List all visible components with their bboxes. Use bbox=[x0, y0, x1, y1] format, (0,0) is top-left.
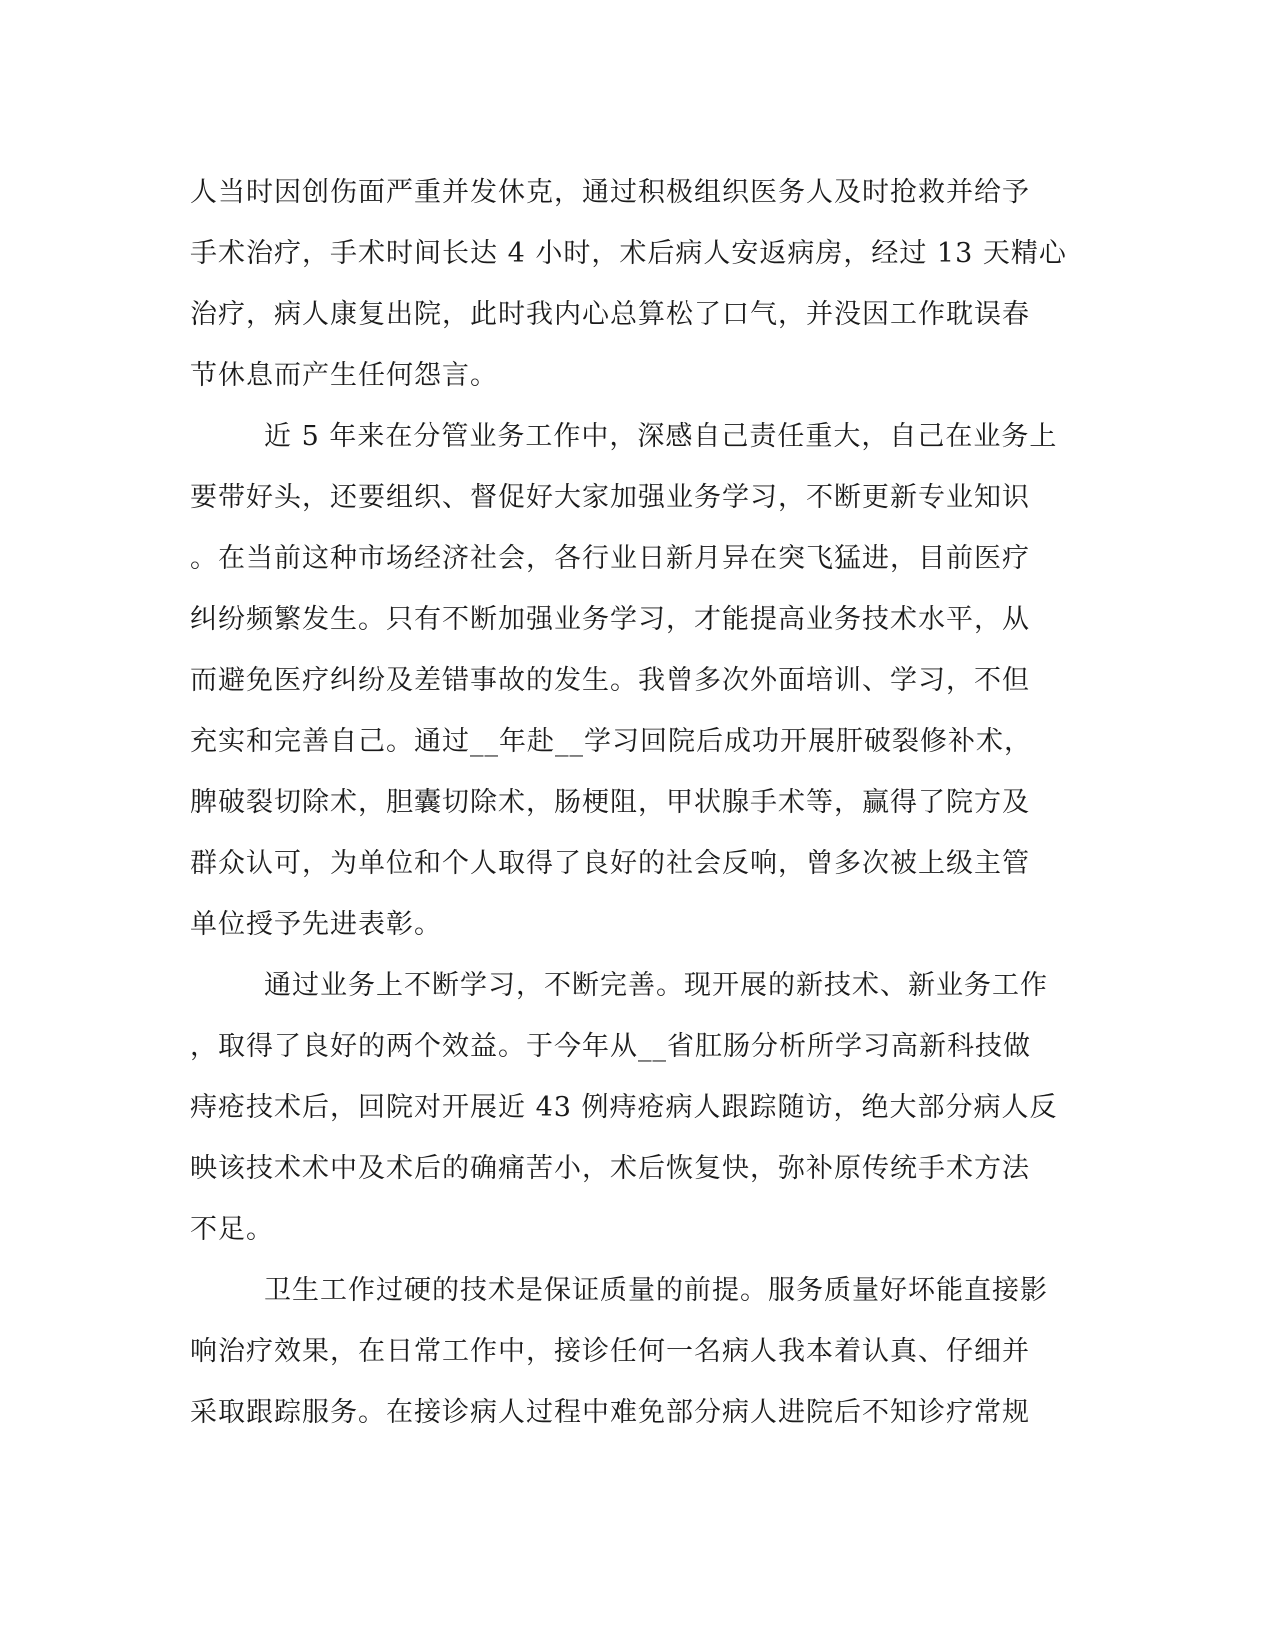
text-line: 群众认可，为单位和个人取得了良好的社会反响，曾多次被上级主管 bbox=[190, 848, 1030, 879]
text-line: 充实和完善自己。通过__年赴__学习回院后成功开展肝破裂修补术， bbox=[190, 726, 1032, 757]
text-line: 通过业务上不断学习，不断完善。现开展的新技术、新业务工作 bbox=[264, 970, 1048, 1001]
paragraph-4 bbox=[190, 1260, 1090, 1443]
text-line: 映该技术术中及术后的确痛苦小，术后恢复快，弥补原传统手术方法 bbox=[190, 1153, 1030, 1184]
text-line: 单位授予先进表彰。 bbox=[190, 909, 442, 940]
paragraph-3 bbox=[190, 955, 1090, 1260]
text-line: 而避免医疗纠纷及差错事故的发生。我曾多次外面培训、学习，不但 bbox=[190, 665, 1030, 696]
text-line: 卫生工作过硬的技术是保证质量的前提。服务质量好坏能直接影 bbox=[264, 1275, 1048, 1306]
text-line: 要带好头，还要组织、督促好大家加强业务学习，不断更新专业知识 bbox=[190, 482, 1030, 513]
text-line: 不足。 bbox=[190, 1214, 274, 1245]
text-line: 纠纷频繁发生。只有不断加强业务学习，才能提高业务技术水平，从 bbox=[190, 604, 1030, 635]
body-text bbox=[190, 162, 1090, 1443]
text-line: 响治疗效果，在日常工作中，接诊任何一名病人我本着认真、仔细并 bbox=[190, 1336, 1030, 1367]
paragraph-1 bbox=[190, 162, 1090, 406]
text-line: 治疗，病人康复出院，此时我内心总算松了口气，并没因工作耽误春 bbox=[190, 299, 1030, 330]
text-line: 节休息而产生任何怨言。 bbox=[190, 360, 498, 391]
text-line: 人当时因创伤面严重并发休克，通过积极组织医务人及时抢救并给予 bbox=[190, 177, 1030, 208]
text-line: 近 5 年来在分管业务工作中，深感自己责任重大，自己在业务上 bbox=[264, 421, 1058, 452]
text-line: ，取得了良好的两个效益。于今年从__省肛肠分析所学习高新科技做 bbox=[190, 1031, 1031, 1062]
text-line: 手术治疗，手术时间长达 4 小时，术后病人安返病房，经过 13 天精心 bbox=[190, 238, 1067, 269]
text-line: 脾破裂切除术，胆囊切除术，肠梗阻，甲状腺手术等，赢得了院方及 bbox=[190, 787, 1030, 818]
text-line: 痔疮技术后，回院对开展近 43 例痔疮病人跟踪随访，绝大部分病人反 bbox=[190, 1092, 1058, 1123]
text-line: 采取跟踪服务。在接诊病人过程中难免部分病人进院后不知诊疗常规 bbox=[190, 1397, 1030, 1428]
text-line: 。在当前这种市场经济社会，各行业日新月异在突飞猛进，目前医疗 bbox=[190, 543, 1030, 574]
paragraph-2 bbox=[190, 406, 1090, 955]
